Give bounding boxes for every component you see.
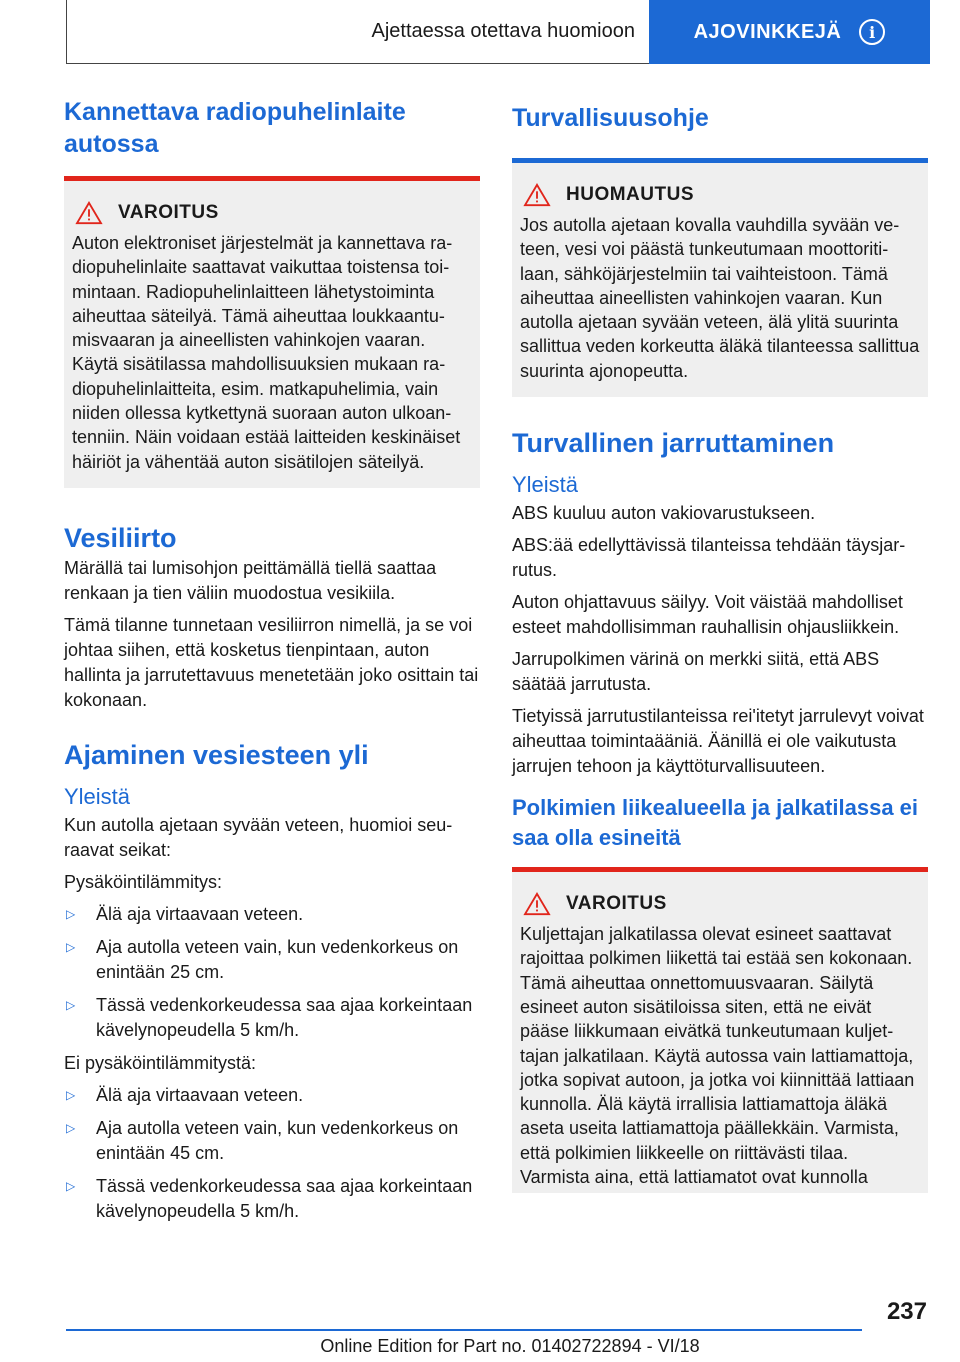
bullet-triangle-icon: ▷ [66,1120,76,1135]
pedals-warning-box [512,867,928,1193]
aquaplaning-heading: Vesiliirto [64,522,177,553]
info-icon: i [859,19,885,45]
radio-heading: Kannettava radiopuhelinlaite autossa [64,98,406,158]
without-heater-list [64,1083,480,1224]
bullet-triangle-icon: ▷ [66,939,76,954]
braking-heading: Turvallinen jarruttaminen [512,428,835,459]
warning-triangle-icon [522,892,552,916]
radio-warning-box [64,176,480,488]
water-subheading: Yleistä [64,783,131,809]
warning-label: VAROITUS [118,202,219,223]
without-heater-label: Ei pysäköintilämmitystä: [64,1052,257,1073]
safety-notice-box [512,158,928,397]
edition-footer: Online Edition for Part no. 01402722894 - VI/18 [320,1336,700,1356]
warning-triangle-icon [74,201,104,225]
braking-subheading: Yleistä [512,472,579,498]
right-column [512,96,928,1193]
page-number: 237 [886,1298,927,1325]
list-item: ▷ Tässä vedenkorkeudessa saa ajaa korkeintaan kävelynopeudella 5 km/h. [64,1174,480,1224]
bullet-triangle-icon: ▷ [66,1178,76,1193]
list-item: ▷ Aja autolla veteen vain, kun vedenkorkeus on enintään 25 cm. [64,935,480,985]
bullet-triangle-icon: ▷ [66,997,76,1012]
bullet-triangle-icon: ▷ [66,1087,76,1102]
water-heading: Ajaminen vesiesteen yli [64,739,369,770]
warning-text: Kuljettajan jalkatilassa olevat esineet saattavat rajoittaa polkimen liikettä tai estää sen kokonaan. Tämä aiheuttaa onnettomuusvaaran. Säilytä esineet auton sisätiloissa siten, että ne eivät pääse liikkumaan eivätkä tunkeutumaan kuljettajan jalkatilaan. Käytä autossa vain lattiamattoja, jotka sopivat autoon, ja jotka voi kiinnittää lattiaan kunnolla. Älä käytä irrallisia lattiamattoja äläkä aseta useita lattiamattoja päällekkäin. Varmista, että polkimien liikkeelle on riittävästi tilaa. Varmista aina, että lattiamatot ovat kunnolla [520,924,915,1188]
notice-label: HUOMAUTUS [566,184,694,205]
page-header [66,0,930,64]
list-item: ▷ Tässä vedenkorkeudessa saa ajaa korkeintaan kävelynopeudella 5 km/h. [64,993,480,1043]
notice-triangle-icon [522,183,552,207]
left-column [64,96,480,1232]
chapter-tab-label: AJOVINKKEJÄ [693,20,842,43]
with-heater-list [64,902,480,1043]
pedals-heading: Polkimien liikealueella ja jalkatilassa ei saa olla esineitä [512,795,919,851]
braking-paragraph: ABS:ää edellyttävissä tilanteissa tehdään täysjarrutus. [512,535,906,581]
aquaplaning-paragraph: Tämä tilanne tunnetaan vesiliirron nimellä, ja se voi johtaa siihen, että kosketus tienpintaan, auton hallinta ja jarrutettavuus menetetään joko osittain tai kokonaan. [64,614,479,710]
section-title: Ajettaessa otettava huomioon [66,0,649,64]
chapter-tab[interactable] [649,0,930,64]
bullet-triangle-icon: ▷ [66,906,76,921]
notice-text: Jos autolla ajetaan kovalla vauhdilla syvään veteen, vesi voi päästä tunkeutumaan moottoritilaan, sähköjärjestelmiin tai vaihteistoon. Tämä aiheuttaa aineellisten vahinkojen vaaran. Kun autolla ajetaan syvään veteen, älä ylitä suurinta sallittua veden korkeutta äläkä tilanteessa sallittua suurinta ajonopeutta. [520,215,920,381]
with-heater-label: Pysäköintilämmitys: [64,871,223,892]
safety-heading: Turvallisuusohje [512,104,709,132]
list-item: ▷ Aja autolla veteen vain, kun vedenkorkeus on enintään 45 cm. [64,1116,480,1166]
footer-divider [66,1329,862,1331]
list-item: ▷ Älä aja virtaavaan veteen. [64,1083,480,1108]
braking-paragraph: Tietyissä jarrutustilanteissa rei'itetyt jarrulevyt voivat aiheuttaa toimintaääniä. Äänillä ei ole vaikutusta jarrujen tehoon ja käyttöturvallisuuteen. [512,706,924,777]
warning-text: Auton elektroniset järjestelmät ja kannettava radiopuhelinlaite saattavat vaikuttaa toistensa toimintaan. Radiopuhelinlaitteen lähetystoiminta aiheuttaa säteilyä. Tämä aiheuttaa loukkaantumisvaaran ja aineellisten vahinkojen vaaran. Käytä sisätilassa mahdollisuuksien mukaan radiopuhelinlaitteita, esim. matkapuhelimia, vain niiden ollessa kytkettynä suoraan auton ulkoantenniin. Näin voidaan estää laitteiden keskinäiset häiriöt ja vähentää auton sisätilojen säteilyä. [72,233,461,472]
list-item: ▷ Älä aja virtaavaan veteen. [64,902,480,927]
aquaplaning-paragraph: Märällä tai lumisohjon peittämällä tiellä saattaa renkaan ja tien väliin muodostua vesikiila. [64,557,437,603]
water-intro: Kun autolla ajetaan syvään veteen, huomioi seuraavat seikat: [64,814,453,860]
warning-label: VAROITUS [566,893,667,915]
braking-paragraph: Auton ohjattavuus säilyy. Voit väistää mahdolliset esteet mahdollisimman rauhallisin ohjausliikkein. [512,592,903,638]
braking-paragraph: ABS kuuluu auton vakiovarustukseen. [512,503,816,524]
braking-paragraph: Jarrupolkimen värinä on merkki siitä, että ABS säätää jarrutusta. [512,649,880,695]
